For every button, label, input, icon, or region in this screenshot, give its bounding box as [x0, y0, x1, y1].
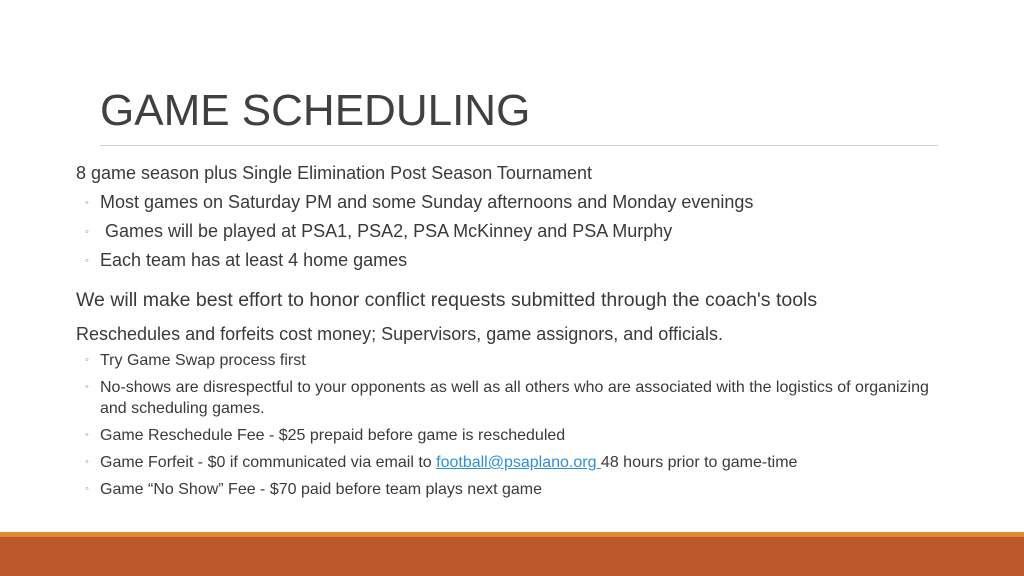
forfeit-text-suffix: 48 hours prior to game-time: [600, 454, 798, 471]
slide-body: [76, 161, 946, 500]
bullet-icon: ◦: [85, 483, 89, 495]
bullet-icon: ◦: [85, 197, 89, 209]
season-bullet-list: [76, 190, 946, 272]
bullet-icon: ◦: [85, 381, 89, 393]
list-item: [76, 190, 946, 214]
list-item-text: No-shows are disrespectful to your opponents as well as all others who are associated with the logistics of organizing and scheduling games.: [100, 379, 929, 417]
forfeit-text-prefix: Game Forfeit - $0 if communicated via email to: [100, 454, 437, 471]
list-item-text: Try Game Swap process first: [100, 352, 306, 369]
list-item-text: Each team has at least 4 home games: [100, 250, 408, 270]
list-item: [76, 479, 946, 500]
list-item-text: Games will be played at PSA1, PSA2, PSA McKinney and PSA Murphy: [105, 221, 673, 241]
title-divider: [100, 145, 938, 146]
bullet-icon: ◦: [85, 429, 89, 441]
email-link[interactable]: football@psaplano.org: [436, 454, 601, 471]
list-item-text: Game “No Show” Fee - $70 paid before team plays next game: [100, 481, 542, 498]
bullet-icon: ◦: [85, 456, 89, 468]
reschedules-heading: Reschedules and forfeits cost money; Supervisors, game assignors, and officials.: [76, 324, 723, 344]
reschedules-bullet-list: [76, 350, 946, 500]
slide-title: GAME SCHEDULING: [100, 86, 531, 135]
list-item: [76, 350, 946, 371]
bullet-icon: ◦: [85, 354, 89, 366]
conflicts-heading: We will make best effort to honor conflict requests submitted through the coach's tools: [76, 289, 818, 311]
bullet-icon: ◦: [85, 226, 89, 238]
bullet-icon: ◦: [85, 255, 89, 267]
season-heading: 8 game season plus Single Elimination Post Season Tournament: [76, 163, 592, 183]
footer-band: [0, 537, 1024, 576]
list-item: [76, 248, 946, 272]
list-item-text: Game Reschedule Fee - $25 prepaid before game is rescheduled: [100, 427, 566, 444]
list-item-text: Most games on Saturday PM and some Sunday afternoons and Monday evenings: [100, 192, 754, 212]
list-item: [76, 452, 946, 473]
list-item: [76, 425, 946, 446]
list-item: [76, 219, 946, 243]
list-item: [76, 377, 946, 419]
